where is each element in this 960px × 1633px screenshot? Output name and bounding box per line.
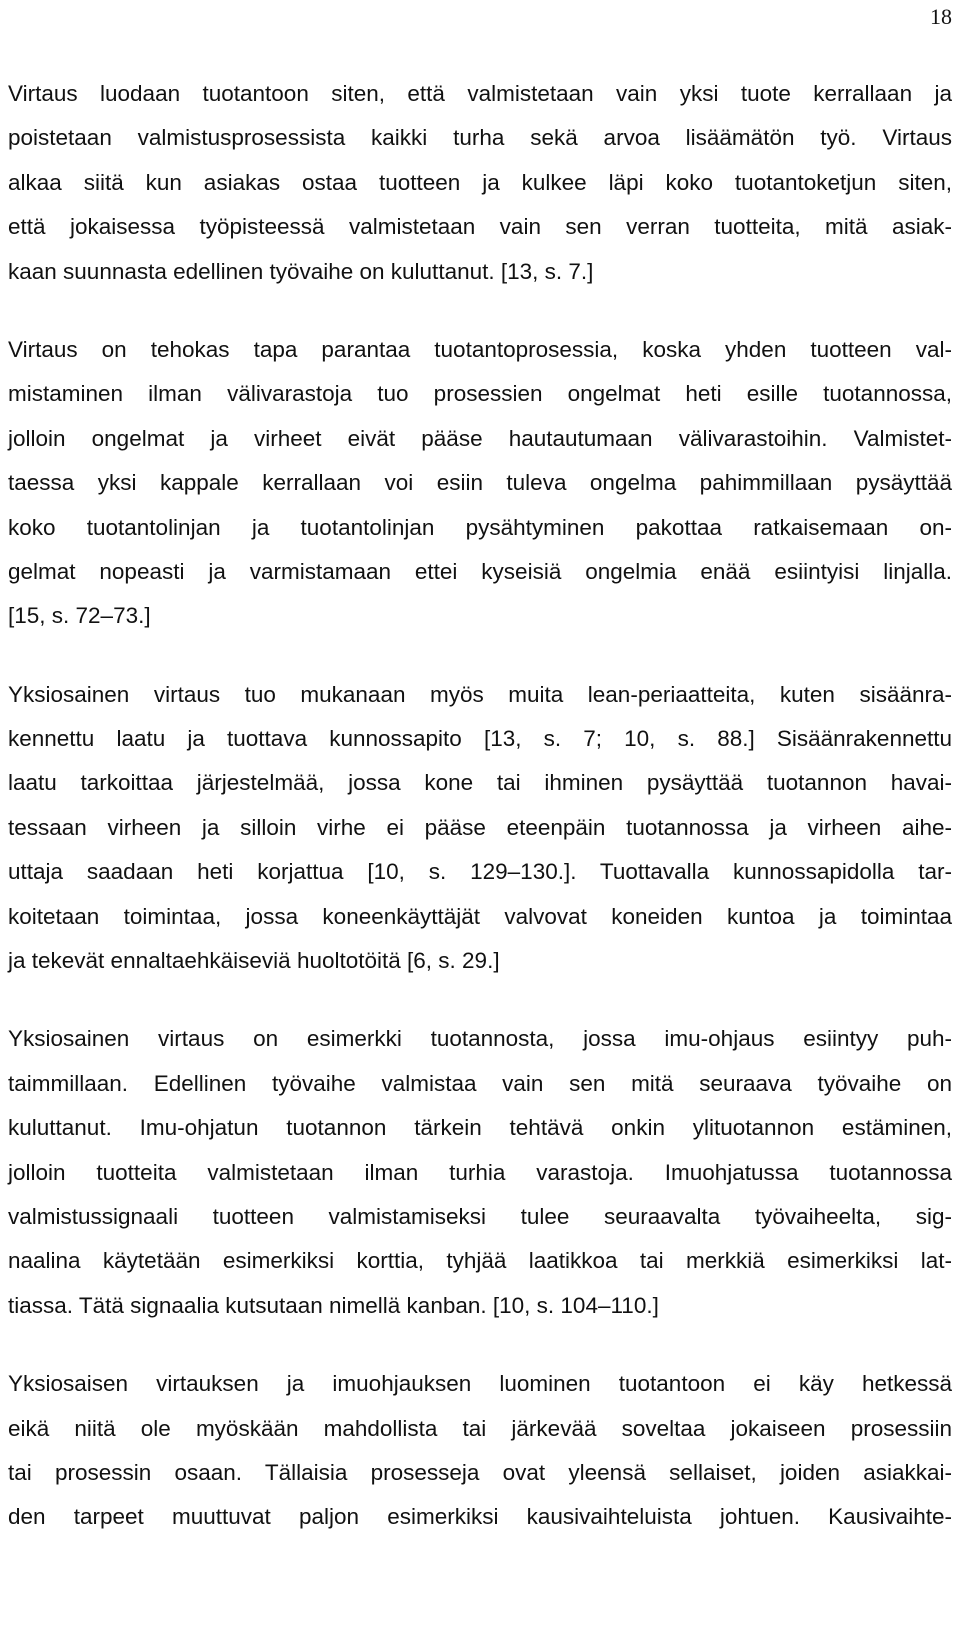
paragraph-2 bbox=[8, 328, 952, 639]
text-line: kennettu laatu ja tuottava kunnossapito [13, s. 7; 10, s. 88.] Sisäänrakennettu bbox=[8, 726, 952, 752]
text-line: naalina käytetään esimerkiksi korttia, tyhjää laatikkoa tai merkkiä esimerkiksi lat- bbox=[8, 1248, 952, 1274]
text-line: Virtaus luodaan tuotantoon siten, että valmistetaan vain yksi tuote kerrallaan ja bbox=[8, 81, 952, 106]
text-line: valmistussignaali tuotteen valmistamiseksi tulee seuraavalta työvaiheelta, sig- bbox=[8, 1203, 952, 1229]
text-line: den tarpeet muuttuvat paljon esimerkiksi kausivaihteluista johtuen. Kausivaihte- bbox=[8, 1504, 952, 1530]
text-line: ja tekevät ennaltaehkäiseviä huoltotöitä [6, s. 29.] bbox=[8, 948, 500, 974]
text-line: kuluttanut. Imu-ohjatun tuotannon tärkein tehtävä onkin ylituotannon estäminen, bbox=[8, 1115, 952, 1141]
paragraph-4 bbox=[8, 1017, 952, 1328]
text-line: Yksiosainen virtaus on esimerkki tuotannosta, jossa imu-ohjaus esiintyy puh- bbox=[8, 1026, 952, 1052]
paragraph-1 bbox=[8, 72, 952, 294]
text-line: gelmat nopeasti ja varmistamaan ettei kyseisiä ongelmia enää esiintyisi linjalla. bbox=[8, 558, 952, 584]
text-line: [15, s. 72–73.] bbox=[8, 603, 151, 629]
document-body bbox=[8, 72, 952, 1574]
text-line: poistetaan valmistusprosessista kaikki turha sekä arvoa lisäämätön työ. Virtaus bbox=[8, 125, 952, 151]
text-line: eikä niitä ole myöskään mahdollista tai järkevää soveltaa jokaiseen prosessiin bbox=[8, 1415, 952, 1441]
text-line: alkaa siitä kun asiakas ostaa tuotteen ja kulkee läpi koko tuotantoketjun siten, bbox=[8, 169, 952, 195]
text-line: laatu tarkoittaa järjestelmää, jossa kone tai ihminen pysäyttää tuotannon havai- bbox=[8, 770, 952, 796]
text-line: taessa yksi kappale kerrallaan voi esiin tuleva ongelma pahimmillaan pysäyttää bbox=[8, 470, 952, 496]
text-line: Virtaus on tehokas tapa parantaa tuotantoprosessia, koska yhden tuotteen val- bbox=[8, 336, 952, 362]
text-line: tessaan virheen ja silloin virhe ei pääse eteenpäin tuotannossa ja virheen aihe- bbox=[8, 814, 952, 840]
text-line: tai prosessin osaan. Tällaisia prosesseja ovat yleensä sellaiset, joiden asiakkai- bbox=[8, 1459, 952, 1485]
paragraph-5 bbox=[8, 1362, 952, 1540]
text-line: kaan suunnasta edellinen työvaihe on kuluttanut. [13, s. 7.] bbox=[8, 258, 594, 284]
text-line: mistaminen ilman välivarastoja tuo prosessien ongelmat heti esille tuotannossa, bbox=[8, 381, 952, 407]
text-line: jolloin ongelmat ja virheet eivät pääse hautautumaan välivarastoihin. Valmistet- bbox=[8, 425, 952, 451]
text-line: koitetaan toimintaa, jossa koneenkäyttäjät valvovat koneiden kuntoa ja toimintaa bbox=[8, 903, 952, 929]
page-number: 18 bbox=[930, 4, 952, 29]
text-line: Yksiosainen virtaus tuo mukanaan myös muita lean-periaatteita, kuten sisäänra- bbox=[8, 681, 952, 707]
text-line: tiassa. Tätä signaalia kutsutaan nimellä kanban. [10, s. 104–110.] bbox=[8, 1292, 659, 1318]
text-line: että jokaisessa työpisteessä valmistetaan vain sen verran tuotteita, mitä asiak- bbox=[8, 214, 952, 240]
text-line: Yksiosaisen virtauksen ja imuohjauksen luominen tuotantoon ei käy hetkessä bbox=[8, 1371, 952, 1397]
paragraph-3 bbox=[8, 673, 952, 984]
text-line: taimmillaan. Edellinen työvaihe valmistaa vain sen mitä seuraava työvaihe on bbox=[8, 1070, 952, 1096]
text-line: jolloin tuotteita valmistetaan ilman turhia varastoja. Imuohjatussa tuotannossa bbox=[8, 1159, 952, 1185]
text-line: koko tuotantolinjan ja tuotantolinjan pysähtyminen pakottaa ratkaisemaan on- bbox=[8, 514, 952, 540]
text-line: uttaja saadaan heti korjattua [10, s. 129–130.]. Tuottavalla kunnossapidolla tar- bbox=[8, 859, 952, 885]
